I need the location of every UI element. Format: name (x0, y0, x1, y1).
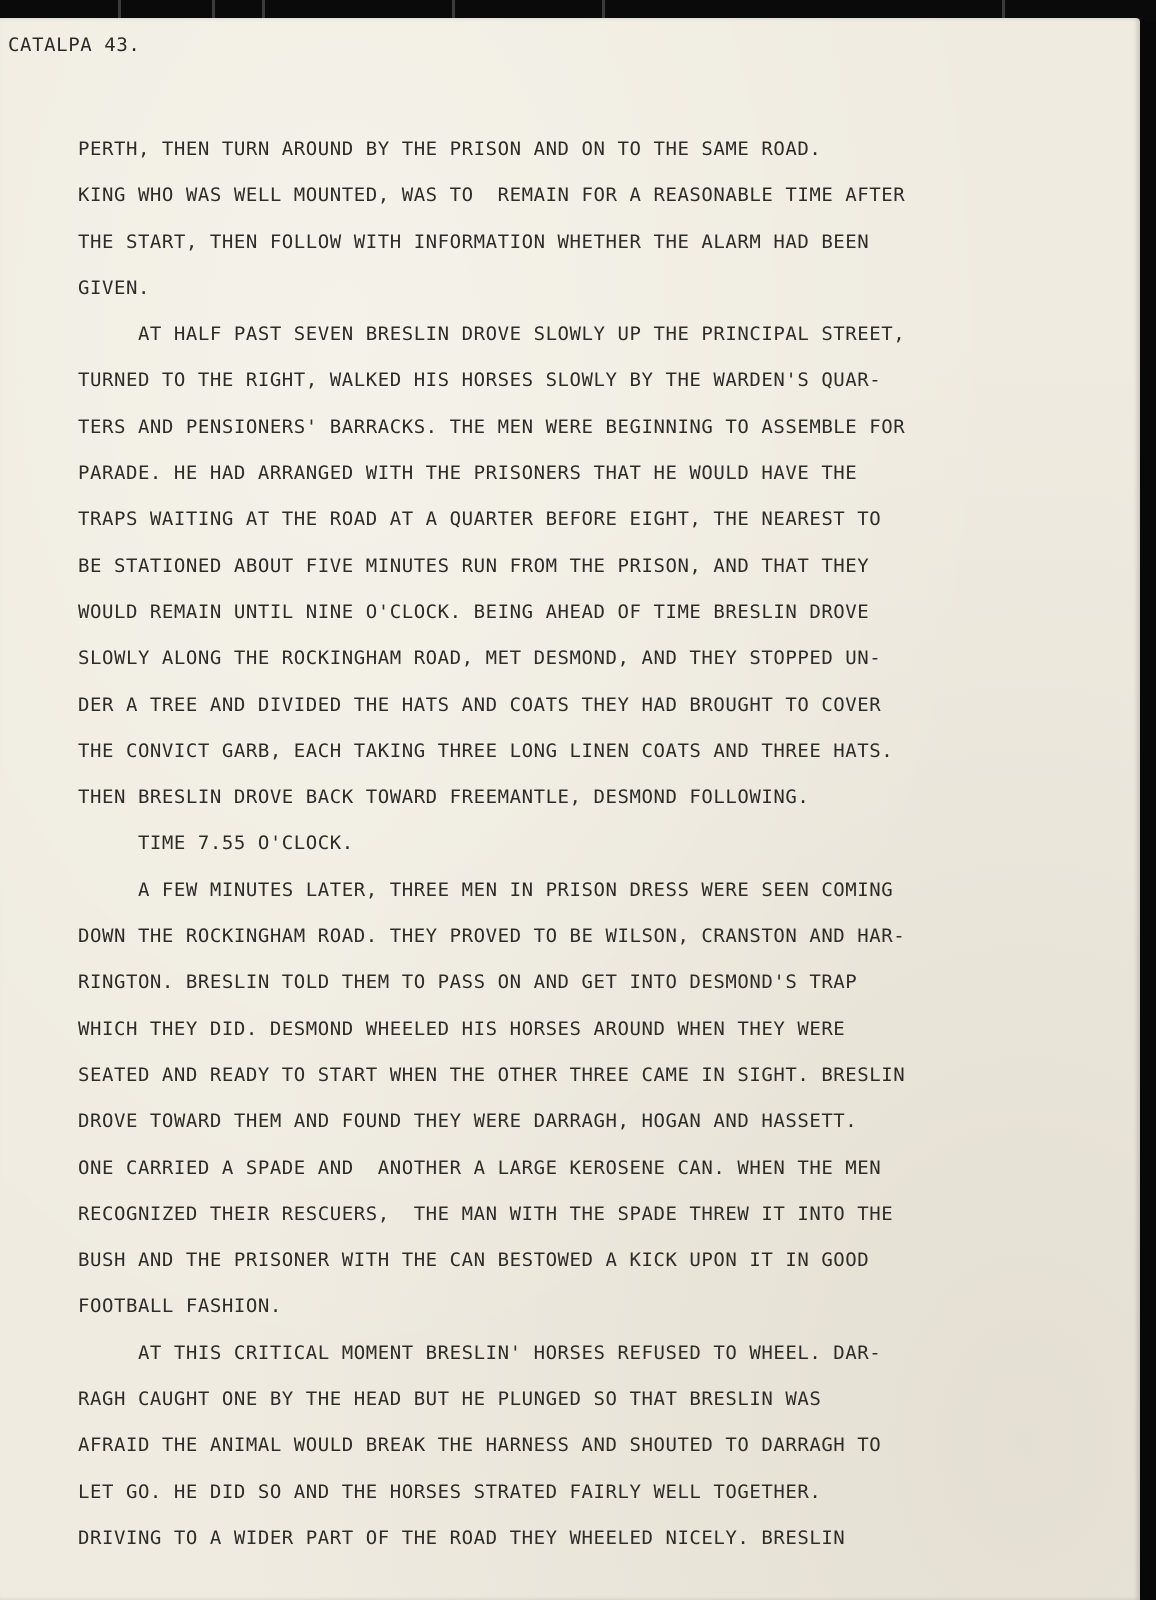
text-line: KING WHO WAS WELL MOUNTED, WAS TO REMAIN FOR A REASONABLE TIME AFTER (78, 184, 906, 207)
text-line: RECOGNIZED THEIR RESCUERS, THE MAN WITH THE SPADE THREW IT INTO THE (78, 1202, 894, 1225)
text-line: TERS AND PENSIONERS' BARRACKS. THE MEN WERE BEGINNING TO ASSEMBLE FOR (78, 415, 906, 438)
text-line: GIVEN. (78, 276, 150, 299)
text-line: WOULD REMAIN UNTIL NINE O'CLOCK. BEING AHEAD OF TIME BRESLIN DROVE (78, 600, 870, 623)
text-line: FOOTBALL FASHION. (78, 1295, 282, 1318)
text-line: THEN BRESLIN DROVE BACK TOWARD FREEMANTLE, DESMOND FOLLOWING. (78, 786, 810, 809)
typed-page (0, 18, 1140, 1600)
text-line: TRAPS WAITING AT THE ROAD AT A QUARTER BEFORE EIGHT, THE NEAREST TO (78, 508, 882, 531)
text-line: AFRAID THE ANIMAL WOULD BREAK THE HARNESS AND SHOUTED TO DARRAGH TO (78, 1434, 882, 1457)
text-line: WHICH THEY DID. DESMOND WHEELED HIS HORSES AROUND WHEN THEY WERE (78, 1017, 846, 1040)
typed-body (78, 126, 1138, 1561)
text-line: THE CONVICT GARB, EACH TAKING THREE LONG LINEN COATS AND THREE HATS. (78, 739, 894, 762)
text-line: TIME 7.55 O'CLOCK. (78, 832, 354, 855)
text-line: DOWN THE ROCKINGHAM ROAD. THEY PROVED TO BE WILSON, CRANSTON AND HAR- (78, 925, 906, 948)
text-line: A FEW MINUTES LATER, THREE MEN IN PRISON DRESS WERE SEEN COMING (78, 878, 894, 901)
text-line: SEATED AND READY TO START WHEN THE OTHER THREE CAME IN SIGHT. BRESLIN (78, 1063, 906, 1086)
text-line: THE START, THEN FOLLOW WITH INFORMATION WHETHER THE ALARM HAD BEEN (78, 230, 870, 253)
text-line: DROVE TOWARD THEM AND FOUND THEY WERE DARRAGH, HOGAN AND HASSETT. (78, 1110, 858, 1133)
text-line: SLOWLY ALONG THE ROCKINGHAM ROAD, MET DESMOND, AND THEY STOPPED UN- (78, 647, 882, 670)
text-line: PARADE. HE HAD ARRANGED WITH THE PRISONERS THAT HE WOULD HAVE THE (78, 462, 858, 485)
text-line: DRIVING TO A WIDER PART OF THE ROAD THEY WHEELED NICELY. BRESLIN (78, 1526, 846, 1549)
text-line: AT HALF PAST SEVEN BRESLIN DROVE SLOWLY UP THE PRINCIPAL STREET, (78, 323, 906, 346)
page-header: CATALPA 43. (8, 34, 141, 56)
text-line: PERTH, THEN TURN AROUND BY THE PRISON AND ON TO THE SAME ROAD. (78, 138, 822, 160)
text-line: DER A TREE AND DIVIDED THE HATS AND COATS THEY HAD BROUGHT TO COVER (78, 693, 882, 716)
text-line: RINGTON. BRESLIN TOLD THEM TO PASS ON AND GET INTO DESMOND'S TRAP (78, 971, 858, 994)
text-line: BUSH AND THE PRISONER WITH THE CAN BESTOWED A KICK UPON IT IN GOOD (78, 1249, 870, 1272)
text-line: BE STATIONED ABOUT FIVE MINUTES RUN FROM THE PRISON, AND THAT THEY (78, 554, 870, 577)
text-line: LET GO. HE DID SO AND THE HORSES STRATED FAIRLY WELL TOGETHER. (78, 1480, 822, 1503)
text-line: RAGH CAUGHT ONE BY THE HEAD BUT HE PLUNGED SO THAT BRESLIN WAS (78, 1388, 822, 1411)
text-line: AT THIS CRITICAL MOMENT BRESLIN' HORSES REFUSED TO WHEEL. DAR- (78, 1341, 882, 1364)
text-line: ONE CARRIED A SPADE AND ANOTHER A LARGE KEROSENE CAN. WHEN THE MEN (78, 1156, 882, 1179)
text-line: TURNED TO THE RIGHT, WALKED HIS HORSES SLOWLY BY THE WARDEN'S QUAR- (78, 369, 882, 392)
